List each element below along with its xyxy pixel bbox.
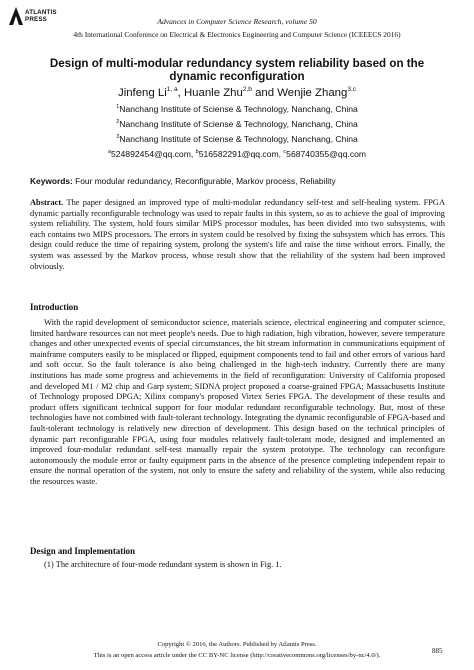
page-number: 885: [432, 647, 443, 655]
journal-name: Advances in Computer Science Research, volume 50: [157, 17, 317, 26]
email-c: 568740355@qq.com: [286, 149, 367, 159]
copyright-line: Copyright © 2016, the Authors. Published by Atlantis Press.: [157, 641, 317, 648]
email-a-sup: a: [107, 149, 111, 156]
email-b: 516582291@qq.com,: [198, 149, 282, 159]
keywords-label: Keywords:: [30, 176, 73, 186]
email-c-sup: c: [283, 149, 287, 156]
author-1-sup: 1, a: [166, 86, 178, 93]
title-line-2: dynamic reconfiguration: [169, 69, 305, 83]
keywords-text: Four modular redundancy, Reconfigurable, Markov process, Reliability: [75, 176, 336, 186]
license-line: This is an open access article under the CC BY-NC license (http://creativecommons.org/licenses/by-nc/4.0/).: [93, 652, 381, 659]
email-b-sup: b: [195, 149, 199, 156]
affiliation-2-sup: 2: [116, 119, 120, 126]
logo-line2: PRESS: [25, 16, 47, 23]
conference-name: 4th International Conference on Electrical & Electronics Engineering and Computer Science (ICEEECS 2016): [73, 30, 401, 39]
affiliation-3-text: Nanchang Institute of Sciense & Technology, Nanchang, China: [119, 134, 358, 144]
affiliation-3-sup: 3: [116, 134, 120, 141]
author-list: [0, 86, 474, 99]
author-1-name: Jinfeng Li: [118, 86, 167, 99]
email-a: 524892454@qq.com,: [110, 149, 194, 159]
author-3-name: Wenjie Zhang: [277, 86, 348, 99]
author-and: and: [255, 86, 275, 99]
design-paragraph: (1) The architecture of four-mode redundant system is shown in Fig. 1.: [44, 560, 282, 569]
paper-title: [30, 58, 444, 83]
affiliation-1-text: Nanchang Institute of Sciense & Technology, Nanchang, China: [119, 104, 358, 114]
affiliation-2-text: Nanchang Institute of Sciense & Technology, Nanchang, China: [119, 119, 358, 129]
author-emails: [0, 149, 474, 159]
title-line-1: Design of multi-modular redundancy system reliability based on the: [49, 57, 425, 70]
author-2-sup: 2,b: [242, 86, 252, 93]
author-2-name: Huanle Zhu: [183, 86, 243, 99]
intro-heading: Introduction: [30, 302, 79, 312]
affiliation-2: [0, 119, 474, 129]
design-heading: Design and Implementation: [30, 546, 136, 556]
abstract-text: The paper designed an improved type of multi-modular redundancy self-test and self-healing system. FPGA dynamic partially reconfigurable technology was used to repair faults in this system, so as to achieve the goal of improving system reliability. The system, hold fours similar MIPS processor modules, has been divided into two subsystems, with each contains two MIPS processors. The errors in system could be resolved by fixing the subsystem which has errors. This design could reduce the time of repairing system, prolong the system's life and raise the time without errors. Finally, the system was assessed by the Markov process, whose result show that the reliability of the system had been improved obviously.: [30, 198, 445, 271]
abstract: [30, 198, 445, 272]
author-sep: ,: [177, 86, 181, 99]
author-3-sup: 3,c: [347, 86, 356, 93]
affiliation-3: [0, 134, 474, 144]
intro-paragraph: With the rapid development of semiconductor science, materials science, electrical engineering and computer science, limited hardware resources can not meet people's needs. Due to high radiation, high vibration, however, severe temperature changes and other unexpected events of special circumstances, the bit stream information in communications equipment of mainframe computers easily to be misplaced or flipped, equipment components tend to fail and other errors of various hard and soft occur. So the fault tolerance is also being challenged in the high-tech industry. Currently there are many institutions has made some progress and achievements in the field of reconfiguration: University of California proposed and developed M1 / M2 chip and Garp system; SIDNA project proposed a coarse-grained FPGA; Massachusetts Institute of Technology proposed DPGA; Xilinx company's proposed Virtex Series FPGA. The development of these results and product offers significant technical support for four modular redundant reconfigurable technology. But, most of these technologies have not combined with fault-tolerant technology. Integrating the dynamic reconfigurable of FPGA-based and fault-tolerant technology is relatively new direction of development. This design based on the technical principles of dynamic part reconfigurable FPGA, using four modules relatively fault-tolerant mode, designed and implemented an improved four-modular redundant self-test manually repair the system prototype. The technology can reconfigure autonomously the module error or faulty equipment parts in the absence of the presence completing independent repair to ensure the normal operation of the system, not only to ensure the safety and reliability of the system, while also reducing the resources waste.: [30, 318, 445, 486]
logo-line1: ATLANTIS: [25, 9, 57, 16]
affiliation-1-sup: 1: [116, 104, 120, 111]
affiliation-1: [0, 104, 474, 114]
keywords: [30, 176, 445, 186]
abstract-label: Abstract.: [30, 198, 64, 207]
